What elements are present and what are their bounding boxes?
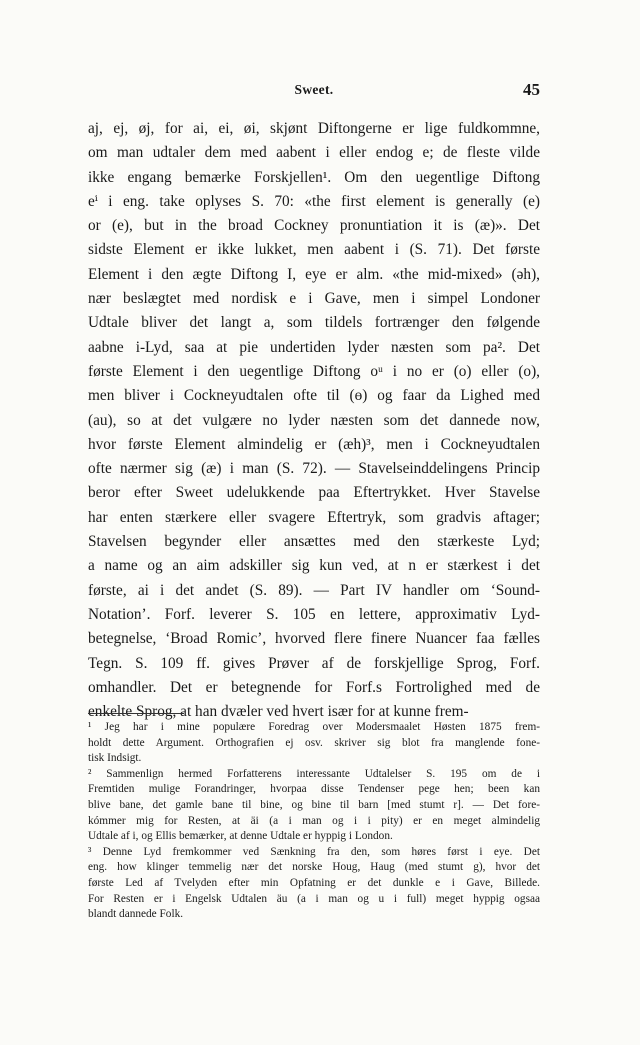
body-line: aabne i-Lyd, saa at pie undertiden lyder næsten som pa². Det <box>88 338 540 356</box>
body-line: or (e), but in the broad Cockney pronuntiation it is (æ)». Det <box>88 217 540 235</box>
body-line: (au), so at det vulgære no lyder næsten som det dannede now, <box>88 411 540 429</box>
footnote-line: eng. how klinger temmelig nær det norske Houg, Haug (med stumt g), hvor det <box>88 861 540 874</box>
body-line: sidste Element er ikke lukket, men aabent i (S. 71). Det første <box>88 241 540 259</box>
body-line: nær beslægtet med nordisk e i Gave, men i simpel Londoner <box>88 290 540 308</box>
footnote-line: ³ Denne Lyd fremkommer ved Sænkning fra den, som høres først i eye. Det <box>88 845 540 858</box>
body-line: Stavelsen begynder eller ansættes med den stærkeste Lyd; <box>88 533 540 551</box>
body-line: aj, ej, øj, for ai, ei, øi, skjønt Diftongerne er lige fuldkommne, <box>88 120 540 137</box>
body-line: har enten stærkere eller svagere Eftertryk, som gradvis aftager; <box>88 508 540 526</box>
body-line: ikke engang bemærke Forskjellen¹. Om den uegentlige Diftong <box>88 168 540 186</box>
footnote-line: Udtale af i, og Ellis bemærker, at denne Udtale er hyppig i London. <box>88 830 393 843</box>
body-line: omhandler. Det er betegnende for Forf.s Fortrolighed med de <box>88 678 540 696</box>
body-line: Udtale bliver det langt a, som tildels fortrænger den følgende <box>88 314 540 332</box>
footnote-line: ² Sammenlign hermed Forfatterens interessante Udtalelser S. 195 om de i <box>88 767 540 780</box>
body-line: men bliver i Cockneyudtalen ofte til (ɵ) og faar da Lighed med <box>88 387 540 405</box>
page-header <box>88 82 540 104</box>
body-line: a name og an aim adskiller sig kun ved, at n er stærkest i det <box>88 557 540 575</box>
body-line: betegnelse, ‘Broad Romic’, hvorved flere finere Nuancer faa fælles <box>88 630 540 648</box>
footnote-rule <box>88 713 184 714</box>
body-line: ofte nærmer sig (æ) i man (S. 72). — Stavelseinddelingens Princip <box>88 460 540 478</box>
footnote-line: blandt dannede Folk. <box>88 908 184 921</box>
footnote-line: blive bane, det gamle bane til bine, og bine til barn [med stumt r]. — Det fore- <box>88 798 540 811</box>
body-line: enkelte Sprog, at han dvæler ved hvert især for at kunne frem- <box>88 703 469 721</box>
footnote-line: holdt dette Argument. Orthografien ej osv. skriver sig blot fra manglende fone- <box>88 736 540 749</box>
running-head: Sweet. <box>294 82 334 97</box>
body-line: om man udtaler dem med aabent i eller endog e; de fleste vilde <box>88 144 540 162</box>
footnote-line: første Led af Tvelyden efter min Opfatning er det dunkle e i Gave, Billede. <box>88 876 540 889</box>
footnote-line: For Resten er i Engelsk Udtalen äu (a i man og u i full) meget hyppig ogsaa <box>88 892 540 905</box>
footnotes <box>88 720 540 923</box>
body-line: Element i den ægte Diftong I, eye er alm. «the mid-mixed» (əh), <box>88 265 540 283</box>
body-line: hvor første Element almindelig er (æh)³, men i Cockneyudtalen <box>88 435 540 453</box>
page-number: 45 <box>523 80 540 99</box>
footnote-line: tisk Indsigt. <box>88 752 142 765</box>
footnote-line: Fremtiden mulige Forandringer, hvorpaa disse Tendenser pege hen; been kan <box>88 783 540 796</box>
body-line: beror efter Sweet udelukkende paa Eftertrykket. Hver Stavelse <box>88 484 540 502</box>
body-line: eⁱ i eng. take oplyses S. 70: «the first element is generally (e) <box>88 192 540 210</box>
body-line: første, ai i det andet (S. 89). — Part IV handler om ‘Sound- <box>88 581 540 599</box>
body-line: Tegn. S. 109 ff. gives Prøver af de forskjellige Sprog, Forf. <box>88 654 540 672</box>
footnote-line: ¹ Jeg har i mine populære Foredrag over Modersmaalet Høsten 1875 frem- <box>88 721 540 733</box>
footnote-line: kómmer mig for Resten, at äi (a i man og i i pity) er en meget almindelig <box>88 814 540 827</box>
body-line: Notation’. Forf. leverer S. 105 en lettere, approximativ Lyd- <box>88 605 540 623</box>
body-line: første Element i den uegentlige Diftong oᵘ i no er (o) eller (o), <box>88 362 540 380</box>
body-text <box>88 117 540 724</box>
